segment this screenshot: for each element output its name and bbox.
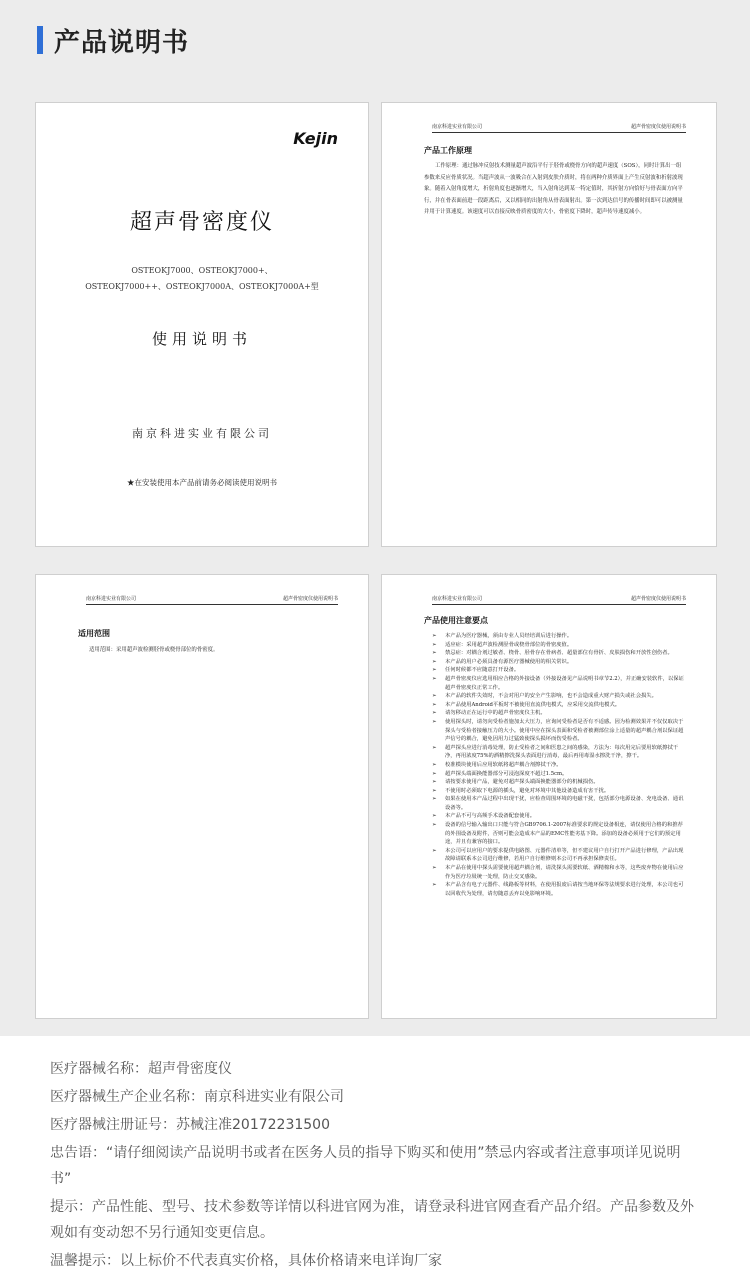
precautions-heading: 产品使用注意要点	[424, 616, 488, 625]
manual-pages-grid	[0, 80, 750, 1036]
precaution-item: ➢ 不使用时必须取下电源的插头，避免对环境中其他设备造成有害干扰。	[432, 787, 688, 796]
page-header	[432, 593, 686, 605]
precaution-item: ➢ 本产品为医疗器械，须由专业人员经培训后进行操作。	[432, 632, 688, 641]
principle-text: 工作原理：通过脉冲反射技术测量超声波沿平行于胫骨或桡骨方向的超声速度（SOS），同时计算出一组参数来反应骨质状况。当超声波从一波吸合在入射到皮肤介质时，将在两种介质界面上产生反射波和折射波现象。随着入射角度增大，折射角度也逐渐增大，当入射角达到某一特定值时，其折射方向恰好与骨表面方向平行，并在骨表面前进一段距离后，又以相同的出射角从骨表面射出。第一次到达信号的传播时间即可以被测量并用于计算速度。该速度可以直接反映骨质密度的大小，骨密度下降时，超声传导速度减小。	[424, 163, 683, 216]
page-header	[432, 121, 686, 133]
manual-label: 使用说明书	[151, 330, 252, 348]
page-header-company: 南京科进实业有限公司	[432, 596, 483, 602]
precaution-item: ➢ 本公司可以应用户的要求提供电路图、元器件清单等，但不建议用户自行打开产品进行修理，产品出现故障请联系本公司进行维修，若用户自行维修则本公司不再承担保修责任。	[432, 847, 688, 864]
warning-text: 忠告语：“请仔细阅读产品说明书或者在医务人员的指导下购买和使用”禁忌内容或者注意事项详见说明书”	[50, 1145, 681, 1187]
precaution-item: ➢ 本产品的软件失效时，不会对用户的安全产生影响，也不会造成重大财产损失或社会损失。	[432, 692, 688, 701]
precaution-item: ➢ 本产品在使用中探头需要使用超声耦合剂，请洗探头需要软纸、酒精棉和水等，这些废弃物在使用后应作为医疗垃圾统一处理，防止交叉感染。	[432, 864, 688, 881]
manual-principle-page[interactable]	[381, 102, 717, 547]
precaution-item: ➢ 适应症：采用超声波检测胫骨或桡骨部位的骨密度值。	[432, 641, 688, 650]
manual-cover-page[interactable]	[35, 102, 369, 547]
page-header	[86, 593, 338, 605]
precaution-item: ➢ 超声骨密度仪应选用相应合格的外接设备（外接设备见产品说明书章节2.2），并正确安装软件，以保证超声骨密度仪正常工作。	[432, 675, 688, 692]
page-header-doc: 超声骨密度仪使用说明书	[630, 124, 686, 130]
precautions-list	[432, 632, 688, 898]
precaution-item: ➢ 本产品含有电子元器件、线路板等材料，在使用报废后请按当地环保等法规要求进行处理，本公司也可以回收代为处理，请勿随意丢弃以免影响环境。	[432, 881, 688, 898]
tip-text: 提示：产品性能、型号、技术参数等详情以科进官网为准，请登录科进官网查看产品介绍。产品参数及外观如有变动恕不另行通知变更信息。	[50, 1199, 694, 1241]
model-list	[36, 263, 368, 295]
manufacturer: 医疗器械生产企业名称：南京科进实业有限公司	[50, 1089, 344, 1105]
precaution-item: ➢ 请按要求使用产品，避免对超声探头端面换能器部分的机械损伤。	[432, 778, 688, 787]
manual-scope-page[interactable]	[35, 574, 369, 1019]
brand-logo: Kejin	[293, 129, 338, 148]
precaution-item: ➢ 本产品使用Android平板时不被使用直流供电模式，应采用交流供电模式。	[432, 701, 688, 710]
scope-heading: 适用范围	[78, 629, 110, 638]
precaution-item: ➢ 超声探头端面换能器部分可浸泡深度不超过1.5cm。	[432, 770, 688, 779]
model-line-1: OSTEOKJ7000、OSTEOKJ7000+、	[131, 266, 273, 275]
precaution-item: ➢ 超声探头应进行消毒处理，防止受检者之间和医患之间的感染，方法为：每次用完后要用软纸擦拭干净，再用浓度75%的酒精擦洗探头表面进行消毒，最后再用毒湿水擦洗干净，擦干。	[432, 744, 688, 761]
section-title: 产品说明书	[54, 28, 190, 58]
price-note: 温馨提示：以上标价不代表真实价格，具体价格请来电详询厂家	[50, 1253, 442, 1269]
precaution-item: ➢ 校准模块使用后应用软纸将超声耦合剂擦拭干净。	[432, 761, 688, 770]
page-header-doc: 超声骨密度仪使用说明书	[630, 596, 686, 602]
precaution-item: ➢ 禁忌症：对耦合剂过敏者、桡骨、胫骨存在骨病者、超量部位有骨折、皮肤损伤和开放性创伤者。	[432, 649, 688, 658]
page-header-company: 南京科进实业有限公司	[86, 596, 137, 602]
precaution-item: ➢ 如果在使用本产品过程中出现干扰，应检查周围环境的电磁干扰，包括部分电源设备、充电设备、通讯设备等。	[432, 795, 688, 812]
manual-precautions-page[interactable]	[381, 574, 717, 1019]
accent-bar	[37, 26, 43, 54]
model-line-2: OSTEOKJ7000++、OSTEOKJ7000A、OSTEOKJ7000A+型	[85, 282, 319, 291]
section-header	[0, 0, 750, 80]
cover-title: 超声骨密度仪	[129, 210, 274, 235]
precaution-item: ➢ 本产品不可与高频手术设备配套使用。	[432, 812, 688, 821]
product-info-block	[0, 1036, 750, 1284]
device-name: 医疗器械名称：超声骨密度仪	[50, 1061, 232, 1077]
principle-heading: 产品工作原理	[424, 146, 472, 155]
precaution-item: ➢ 设备的信号输入输出口只能与符合GB9706.1-2007标准要求的规定设备相连，请仅使用合格的和推荐的外围设备及附件，否则可能会造成本产品的EMC性能劣基下降。添加的设备必须用于它们的预定用途，并且有兼容的接口。	[432, 821, 688, 847]
cover-notice: ★在安装使用本产品前请务必阅读使用说明书	[127, 478, 277, 487]
precaution-item: ➢ 使用探头时，请勿向受检者施加太大压力，应询问受检者是否有不适感。因为检测效果并不仅仅取决于探头与受检者接触压力的大小。使用中应在探头表面和受检者被测部位涂上适量的超声耦合剂以保证超声信号的耦合，避免因用力过猛致使探头损坏而伤受检者。	[432, 718, 688, 744]
scope-text: 适用范围：采用超声波检测胫骨或桡骨部位的骨密度。	[89, 647, 219, 653]
cover-company: 南京科进实业有限公司	[132, 427, 272, 440]
page-header-doc: 超声骨密度仪使用说明书	[282, 596, 338, 602]
precaution-item: ➢ 任何时候都不应随意打开设备。	[432, 666, 688, 675]
precaution-item: ➢ 本产品的用户必须具备有源医疗器械使用的相关常识。	[432, 658, 688, 667]
page-header-company: 南京科进实业有限公司	[432, 124, 483, 130]
registration-number: 医疗器械注册证号：苏械注准20172231500	[50, 1117, 330, 1133]
precaution-item: ➢ 请勿移动正在运行中的超声骨密度仪主机。	[432, 709, 688, 718]
